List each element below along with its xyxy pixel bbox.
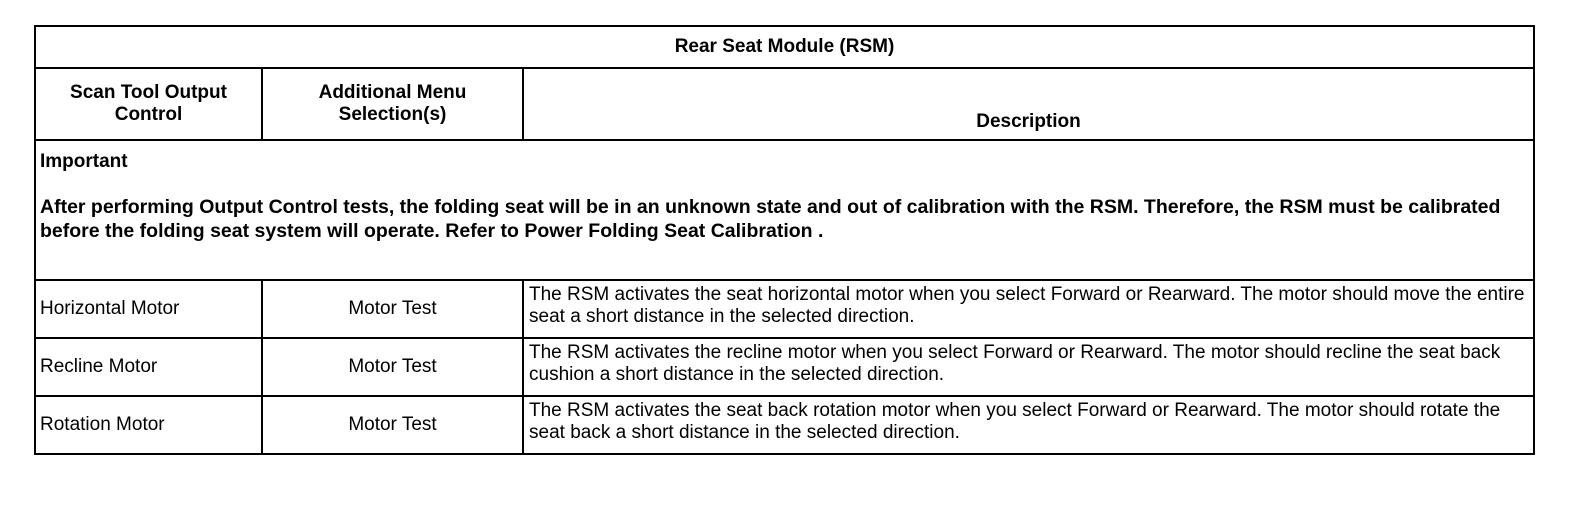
row-menu-selection: Motor Test [262,280,523,338]
table-row [35,280,1534,338]
row-description: The RSM activates the seat back rotation motor when you select Forward or Rearward. The motor should rotate the seat back a short distance in the selected direction. [523,396,1534,454]
important-note [35,140,1534,280]
table-title-row [35,26,1534,68]
row-control: Rotation Motor [35,396,262,454]
row-description: The RSM activates the seat horizontal motor when you select Forward or Rearward. The motor should move the entire seat a short distance in the selected direction. [523,280,1534,338]
rsm-output-control-table [34,25,1535,455]
important-note-text: After performing Output Control tests, the folding seat will be in an unknown state and out of calibration with the RSM. Therefore, the RSM must be calibrated before the folding seat system will operate. Refer to Power Folding Seat Calibration . [40,196,1501,242]
header-additional-menu-selections: Additional Menu Selection(s) [262,68,523,140]
important-note-title: Important [40,151,128,172]
table-row [35,338,1534,396]
row-description: The RSM activates the recline motor when you select Forward or Rearward. The motor should recline the seat back cushion a short distance in the selected direction. [523,338,1534,396]
row-control: Horizontal Motor [35,280,262,338]
header-description: Description [523,68,1534,140]
important-note-row [35,140,1534,280]
header-scan-tool-output-control: Scan Tool Output Control [35,68,262,140]
row-menu-selection: Motor Test [262,338,523,396]
row-control: Recline Motor [35,338,262,396]
table-row [35,396,1534,454]
table-title: Rear Seat Module (RSM) [35,26,1534,68]
row-menu-selection: Motor Test [262,396,523,454]
table-header-row [35,68,1534,140]
